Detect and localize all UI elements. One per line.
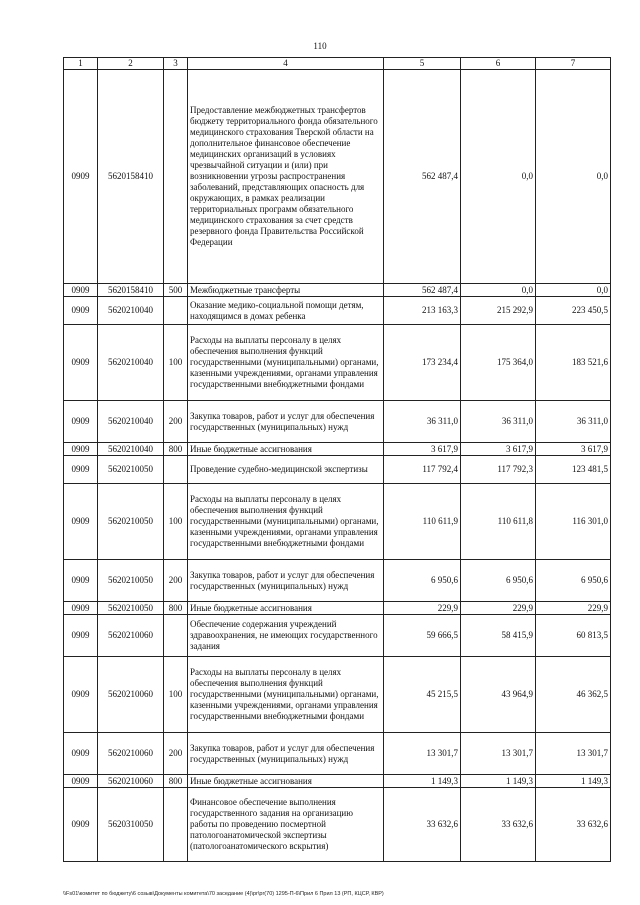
section-code: 0909 bbox=[64, 401, 98, 443]
amount-col5: 562 487,4 bbox=[384, 284, 461, 297]
expense-type bbox=[164, 615, 188, 657]
amount-col7: 13 301,7 bbox=[536, 733, 611, 775]
expense-type: 100 bbox=[164, 657, 188, 733]
target-code: 5620210040 bbox=[98, 401, 164, 443]
expense-type: 800 bbox=[164, 443, 188, 456]
amount-col5: 36 311,0 bbox=[384, 401, 461, 443]
amount-col5: 110 611,9 bbox=[384, 484, 461, 560]
page-number: 110 bbox=[313, 41, 327, 51]
column-header: 1 bbox=[64, 58, 98, 70]
target-code: 5620158410 bbox=[98, 284, 164, 297]
amount-col5: 213 163,3 bbox=[384, 297, 461, 325]
budget-table bbox=[63, 57, 611, 862]
amount-col5: 229,9 bbox=[384, 602, 461, 615]
amount-col5: 59 666,5 bbox=[384, 615, 461, 657]
section-code: 0909 bbox=[64, 443, 98, 456]
target-code: 5620210050 bbox=[98, 602, 164, 615]
amount-col5: 13 301,7 bbox=[384, 733, 461, 775]
amount-col5: 6 950,6 bbox=[384, 560, 461, 602]
amount-col5: 1 149,3 bbox=[384, 775, 461, 788]
amount-col7: 33 632,6 bbox=[536, 788, 611, 862]
item-name: Предоставление межбюджетных трансфертов бюджету территориального фонда обязательного медицинского страхования Тверской области на дополнительное финансовое обеспечение медицинских организаций в условиях чрезвычайной ситуации и (или) при возникновении угрозы распространения заболеваний, представляющих опасность для окружающих, в рамках реализации территориальных программ обязательного медицинского страхования за счет средств резервного фонда Правительства Российской Федерации bbox=[188, 70, 384, 284]
target-code: 5620210050 bbox=[98, 484, 164, 560]
amount-col5: 3 617,9 bbox=[384, 443, 461, 456]
expense-type bbox=[164, 788, 188, 862]
amount-col6: 36 311,0 bbox=[461, 401, 536, 443]
table-row bbox=[64, 560, 611, 602]
item-name: Оказание медико-социальной помощи детям, находящимся в домах ребенка bbox=[188, 297, 384, 325]
amount-col5: 33 632,6 bbox=[384, 788, 461, 862]
file-path-footer: \\Fs01\комитет по бюджету\6 созыв\Документы комитета\70 заседание (4)\pr\pr(70) 1295-П-6\Прил 6 Прил 13 (РП, КЦСР, КВР) bbox=[63, 891, 384, 897]
column-header: 7 bbox=[536, 58, 611, 70]
target-code: 5620210050 bbox=[98, 456, 164, 484]
amount-col6: 6 950,6 bbox=[461, 560, 536, 602]
amount-col6: 215 292,9 bbox=[461, 297, 536, 325]
amount-col5: 117 792,4 bbox=[384, 456, 461, 484]
expense-type: 500 bbox=[164, 284, 188, 297]
amount-col6: 3 617,9 bbox=[461, 443, 536, 456]
item-name: Межбюджетные трансферты bbox=[188, 284, 384, 297]
amount-col6: 175 364,0 bbox=[461, 325, 536, 401]
column-header: 6 bbox=[461, 58, 536, 70]
target-code: 5620210050 bbox=[98, 560, 164, 602]
item-name: Обеспечение содержания учреждений здравоохранения, не имеющих государственного задания bbox=[188, 615, 384, 657]
expense-type bbox=[164, 456, 188, 484]
table-row bbox=[64, 788, 611, 862]
table-row bbox=[64, 615, 611, 657]
section-code: 0909 bbox=[64, 615, 98, 657]
amount-col5: 173 234,4 bbox=[384, 325, 461, 401]
table-row bbox=[64, 775, 611, 788]
amount-col6: 1 149,3 bbox=[461, 775, 536, 788]
section-code: 0909 bbox=[64, 602, 98, 615]
section-code: 0909 bbox=[64, 733, 98, 775]
amount-col7: 229,9 bbox=[536, 602, 611, 615]
target-code: 5620310050 bbox=[98, 788, 164, 862]
expense-type bbox=[164, 70, 188, 284]
table-row bbox=[64, 456, 611, 484]
table-row bbox=[64, 284, 611, 297]
amount-col7: 36 311,0 bbox=[536, 401, 611, 443]
expense-type: 200 bbox=[164, 560, 188, 602]
item-name: Расходы на выплаты персоналу в целях обеспечения выполнения функций государственными (муниципальными) органами, казенными учреждениями, органами управления государственными внебюджетными фондами bbox=[188, 657, 384, 733]
amount-col6: 229,9 bbox=[461, 602, 536, 615]
amount-col6: 110 611,8 bbox=[461, 484, 536, 560]
section-code: 0909 bbox=[64, 484, 98, 560]
item-name: Закупка товаров, работ и услуг для обеспечения государственных (муниципальных) нужд bbox=[188, 560, 384, 602]
header-row bbox=[64, 58, 611, 70]
amount-col6: 0,0 bbox=[461, 70, 536, 284]
amount-col7: 0,0 bbox=[536, 70, 611, 284]
expense-type: 100 bbox=[164, 484, 188, 560]
amount-col6: 117 792,3 bbox=[461, 456, 536, 484]
section-code: 0909 bbox=[64, 775, 98, 788]
table-row bbox=[64, 70, 611, 284]
table-row bbox=[64, 325, 611, 401]
column-header: 3 bbox=[164, 58, 188, 70]
table-row bbox=[64, 443, 611, 456]
amount-col6: 13 301,7 bbox=[461, 733, 536, 775]
amount-col7: 0,0 bbox=[536, 284, 611, 297]
target-code: 5620210060 bbox=[98, 657, 164, 733]
target-code: 5620158410 bbox=[98, 70, 164, 284]
item-name: Расходы на выплаты персоналу в целях обеспечения выполнения функций государственными (муниципальными) органами, казенными учреждениями, органами управления государственными внебюджетными фондами bbox=[188, 325, 384, 401]
section-code: 0909 bbox=[64, 788, 98, 862]
table-row bbox=[64, 297, 611, 325]
target-code: 5620210040 bbox=[98, 443, 164, 456]
expense-type: 800 bbox=[164, 602, 188, 615]
expense-type bbox=[164, 297, 188, 325]
amount-col6: 0,0 bbox=[461, 284, 536, 297]
item-name: Закупка товаров, работ и услуг для обеспечения государственных (муниципальных) нужд bbox=[188, 733, 384, 775]
item-name: Иные бюджетные ассигнования bbox=[188, 443, 384, 456]
section-code: 0909 bbox=[64, 657, 98, 733]
section-code: 0909 bbox=[64, 284, 98, 297]
section-code: 0909 bbox=[64, 70, 98, 284]
amount-col7: 60 813,5 bbox=[536, 615, 611, 657]
expense-type: 200 bbox=[164, 733, 188, 775]
column-header: 4 bbox=[188, 58, 384, 70]
amount-col7: 116 301,0 bbox=[536, 484, 611, 560]
amount-col7: 123 481,5 bbox=[536, 456, 611, 484]
amount-col5: 562 487,4 bbox=[384, 70, 461, 284]
item-name: Проведение судебно-медицинской экспертизы bbox=[188, 456, 384, 484]
amount-col7: 46 362,5 bbox=[536, 657, 611, 733]
item-name: Финансовое обеспечение выполнения государственного задания на организацию работы по проведению посмертной патологоанатомической экспертизы (патологоанатомического вскрытия) bbox=[188, 788, 384, 862]
item-name: Иные бюджетные ассигнования bbox=[188, 602, 384, 615]
target-code: 5620210060 bbox=[98, 615, 164, 657]
item-name: Расходы на выплаты персоналу в целях обеспечения выполнения функций государственными (муниципальными) органами, казенными учреждениями, органами управления государственными внебюджетными фондами bbox=[188, 484, 384, 560]
table-row bbox=[64, 484, 611, 560]
amount-col6: 58 415,9 bbox=[461, 615, 536, 657]
item-name: Иные бюджетные ассигнования bbox=[188, 775, 384, 788]
section-code: 0909 bbox=[64, 456, 98, 484]
table-row bbox=[64, 657, 611, 733]
amount-col5: 45 215,5 bbox=[384, 657, 461, 733]
table-row bbox=[64, 401, 611, 443]
amount-col7: 223 450,5 bbox=[536, 297, 611, 325]
expense-type: 200 bbox=[164, 401, 188, 443]
target-code: 5620210040 bbox=[98, 297, 164, 325]
table-row bbox=[64, 733, 611, 775]
item-name: Закупка товаров, работ и услуг для обеспечения государственных (муниципальных) нужд bbox=[188, 401, 384, 443]
section-code: 0909 bbox=[64, 325, 98, 401]
amount-col6: 33 632,6 bbox=[461, 788, 536, 862]
amount-col7: 6 950,6 bbox=[536, 560, 611, 602]
amount-col7: 3 617,9 bbox=[536, 443, 611, 456]
expense-type: 800 bbox=[164, 775, 188, 788]
section-code: 0909 bbox=[64, 297, 98, 325]
column-header: 5 bbox=[384, 58, 461, 70]
amount-col7: 1 149,3 bbox=[536, 775, 611, 788]
target-code: 5620210040 bbox=[98, 325, 164, 401]
expense-type: 100 bbox=[164, 325, 188, 401]
amount-col6: 43 964,9 bbox=[461, 657, 536, 733]
table-row bbox=[64, 602, 611, 615]
column-header: 2 bbox=[98, 58, 164, 70]
section-code: 0909 bbox=[64, 560, 98, 602]
target-code: 5620210060 bbox=[98, 733, 164, 775]
target-code: 5620210060 bbox=[98, 775, 164, 788]
amount-col7: 183 521,6 bbox=[536, 325, 611, 401]
